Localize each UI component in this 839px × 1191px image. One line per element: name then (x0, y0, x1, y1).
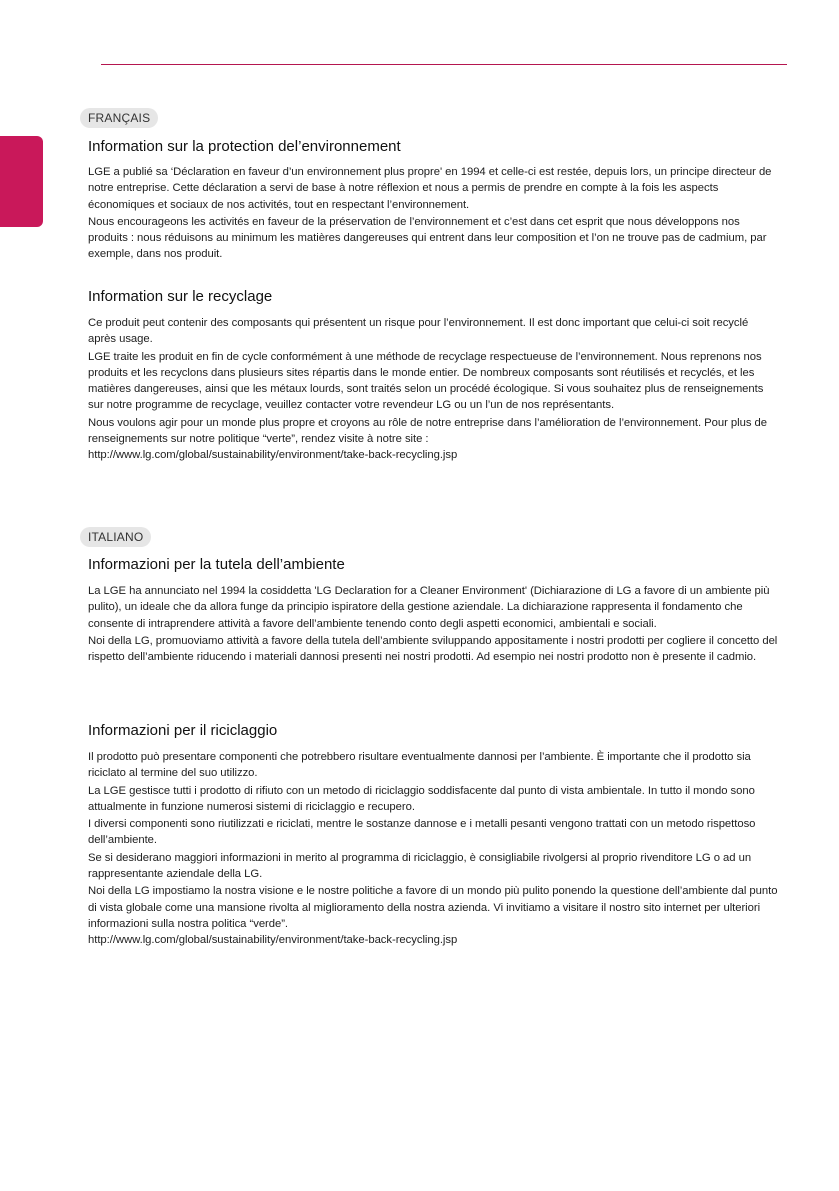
header-rule (101, 64, 787, 65)
heading-it-recycling: Informazioni per il riciclaggio (88, 722, 278, 739)
paragraph: LGE a publié sa ‘Déclaration en faveur d’un environnement plus propre' en 1994 et celle-ci est restée, depuis lors, un principe directeur de notre entreprise. Cette déclaration a servi de base à notre réflexion et nous a permis de prendre en compte à la fois les aspects économiques et sociaux de nos activités, tout en respectant l’environnement. (88, 166, 772, 211)
heading-fr-recycling: Information sur le recyclage (88, 288, 273, 305)
heading-fr-environment: Information sur la protection del’environnement (88, 138, 401, 155)
section-fr-recycling (88, 315, 778, 465)
paragraph: La LGE gestisce tutti i prodotto di rifiuto con un metodo di riciclaggio soddisfacente dal punto di vista ambientale. In tutto il mondo sono attualmente in funzione numerosi sistemi di riciclaggio e recupero. (88, 784, 755, 813)
language-badge-it: ITALIANO (80, 527, 151, 547)
paragraph: Ce produit peut contenir des composants qui présentent un risque pour l’environnement. Il est donc important que celui-ci soit recyclé après usage. (88, 317, 749, 346)
paragraph: I diversi componenti sono riutilizzati e riciclati, mentre le sostanze dannose e i metalli pesanti vengono trattati con un metodo rispettoso dell’ambiente. (88, 818, 756, 847)
url-link[interactable]: http://www.lg.com/global/sustainability/environment/take-back-recycling.jsp (88, 934, 458, 947)
heading-it-environment: Informazioni per la tutela dell’ambiente (88, 556, 345, 573)
section-it-environment (88, 583, 778, 666)
section-fr-environment (88, 164, 778, 264)
paragraph: Noi della LG, promuoviamo attività a favore della tutela dell’ambiente sviluppando appositamente i nostri prodotti per cogliere il concetto del rispetto dell’ambiente riducendo i materiali dannosi presenti nei nostri prodotti. Ad esempio nei nostri prodotto non è presente il cadmio. (88, 634, 778, 664)
paragraph: La LGE ha annunciato nel 1994 la cosiddetta 'LG Declaration for a Cleaner Environment' (Dichiarazione di LG a favore di un ambiente più pulito), un ideale che da allora funge da principio ispiratore della gestione aziendale. La dichiarazione rappresenta il fondamento che consente di intraprendere attività a favore dell’ambiente tenendo conto degli aspetti economici, ambientali e sociali. (88, 585, 770, 630)
paragraph: LGE traite les produit en fin de cycle conformément à une méthode de recyclage respectueuse de l’environnement. Nous reprenons nos produits et les recyclons dans plusieurs sites répartis dans le monde entier. De nombreux composants sont réutilisés et recyclés, et les matières dangereuses, ainsi que les métaux lourds, sont traités selon un procédé écologique. Si vous souhaitez plus de renseignements sur notre programme de recyclage, veuillez contacter votre revendeur LG ou un l’un de nos représentants. (88, 350, 764, 412)
url-link[interactable]: http://www.lg.com/global/sustainability/environment/take-back-recycling.jsp (88, 449, 458, 462)
chapter-tab (0, 136, 43, 227)
paragraph: Se si desiderano maggiori informazioni in merito al programma di riciclaggio, è consigliabile rivolgersi al proprio rivenditore LG o ad un rappresentante aziendale della LG. (88, 851, 752, 881)
language-badge-fr: FRANÇAIS (80, 108, 158, 128)
paragraph: Noi della LG impostiamo la nostra visione e le nostre politiche a favore di un mondo più pulito ponendo la questione dell’ambiente dal punto di vista globale come una mansione rivolta al miglioramento della nostra azienda. Vi invitiamo a visitare il nostro sito internet per ulteriori informazioni sulla nostra politica “verde”. (88, 885, 778, 930)
paragraph: Nous voulons agir pour un monde plus propre et croyons au rôle de notre entreprise dans l’amélioration de l’environnement. Pour plus de renseignements sur notre politique “verte”, rendez visite à notre site : (88, 416, 767, 446)
section-it-recycling (88, 749, 778, 950)
paragraph: Il prodotto può presentare componenti che potrebbero risultare eventualmente dannosi per l’ambiente. È importante che il prodotto sia riciclato al termine del suo utilizzo. (88, 751, 751, 780)
paragraph: Nous encourageons les activités en faveur de la préservation de l’environnement et c’est dans cet esprit que nous développons nos produits : nous réduisons au minimum les matières dangereuses qui entrent dans leur composition et l’on ne trouve pas de cadmium, par exemple, dans nos produit. (88, 215, 767, 261)
